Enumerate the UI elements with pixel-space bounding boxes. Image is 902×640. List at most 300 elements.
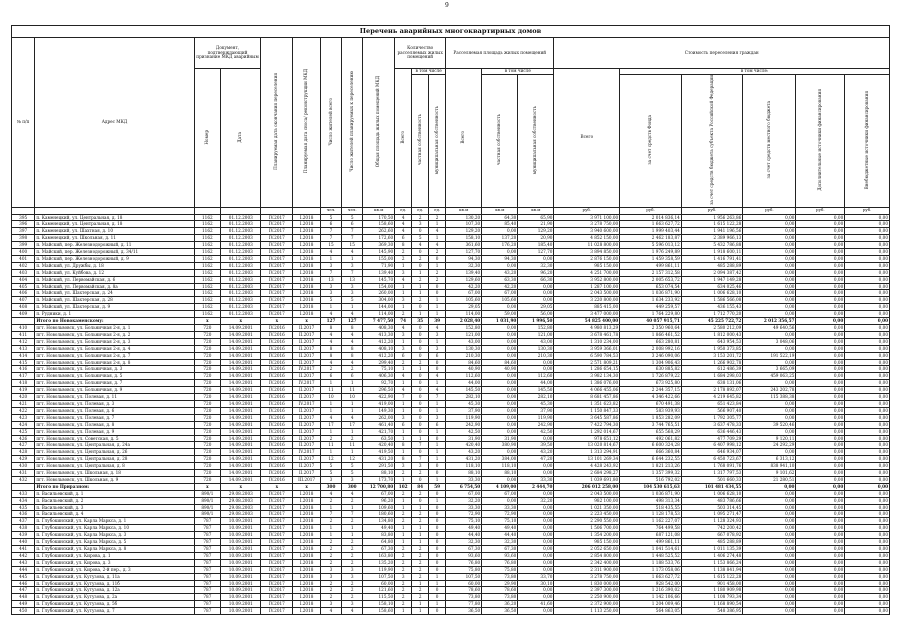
table-cell: 36,20 bbox=[482, 601, 518, 608]
table-cell: 94,30 bbox=[482, 255, 518, 262]
table-cell: I.2018 bbox=[293, 255, 321, 262]
table-row bbox=[12, 518, 890, 525]
table-cell: 0,00 bbox=[845, 421, 890, 428]
table-cell: 262,60 bbox=[363, 228, 395, 235]
table-cell: п. Глубокинский, ул. Кутузова, д. 11а bbox=[35, 573, 194, 580]
table-cell: 0,00 bbox=[482, 394, 518, 401]
table-row bbox=[12, 255, 890, 262]
table-cell: 6 bbox=[342, 373, 363, 380]
table-cell: 0,00 bbox=[796, 331, 845, 338]
table-cell: 720 bbox=[194, 331, 221, 338]
col-num: № п/п bbox=[12, 38, 35, 208]
table-cell: IV.2016 bbox=[261, 331, 293, 338]
table-cell: 129,20 bbox=[446, 228, 482, 235]
table-cell: 0 bbox=[412, 338, 429, 345]
table-cell: 102 bbox=[395, 483, 412, 490]
unit: кв.м bbox=[446, 207, 482, 214]
table-cell: 10.09.2001 bbox=[221, 525, 261, 532]
table-cell: 17 bbox=[342, 421, 363, 428]
table-cell: 404 bbox=[12, 276, 35, 283]
table-cell: 8 bbox=[342, 325, 363, 332]
table-cell: IV.2017 bbox=[261, 518, 293, 525]
table-cell: 33,30 bbox=[482, 504, 518, 511]
table-cell: 448 bbox=[12, 594, 35, 601]
table-cell: 152,80 bbox=[518, 325, 554, 332]
table-row bbox=[12, 601, 890, 608]
table-cell: 1162 bbox=[194, 228, 221, 235]
table-cell: 2 043 500,00 bbox=[554, 290, 620, 297]
table-cell: 130,30 bbox=[446, 345, 482, 352]
table-cell: 4 251 700,00 bbox=[554, 269, 620, 276]
table-cell: 42,50 bbox=[446, 428, 482, 435]
table-cell: 49,40 bbox=[482, 525, 518, 532]
table-row bbox=[12, 456, 890, 463]
table-cell: 2 bbox=[342, 559, 363, 566]
table-cell: 37,90 bbox=[446, 407, 482, 414]
table-cell: 3 bbox=[395, 269, 412, 276]
table-cell: I.2018 bbox=[293, 214, 321, 221]
table-cell: 3 bbox=[342, 476, 363, 483]
table-cell: 1 317 797,53 bbox=[681, 470, 743, 477]
table-cell: 0,00 bbox=[845, 428, 890, 435]
table-cell: 35 bbox=[412, 318, 429, 325]
table-cell: 15 bbox=[342, 242, 363, 249]
table-cell: п. Глубокинский, ул. Кутузова, д. 7 bbox=[35, 608, 194, 615]
table-cell: 435 bbox=[12, 504, 35, 511]
table-cell: 0 bbox=[412, 421, 429, 428]
table-cell: 84,60 bbox=[482, 359, 518, 366]
table-cell: 0,00 bbox=[518, 290, 554, 297]
table-cell: 1 bbox=[412, 580, 429, 587]
table-cell: 1 310 234,00 bbox=[554, 338, 620, 345]
table-cell: 444 bbox=[12, 566, 35, 573]
table-cell: 4 bbox=[395, 387, 412, 394]
table-cell: 3 952 800,00 bbox=[554, 276, 620, 283]
table-row bbox=[12, 594, 890, 601]
table-cell: IV.2016 bbox=[261, 414, 293, 421]
table-row bbox=[12, 435, 890, 442]
table-cell: п. Глубокинский, ул. Карла Маркса, д. 5 bbox=[35, 539, 194, 546]
table-cell: 890/1 bbox=[194, 490, 221, 497]
table-cell: 901 458,00 bbox=[681, 580, 743, 587]
table-cell: 0,00 bbox=[845, 414, 890, 421]
table-cell: 0,00 bbox=[743, 490, 796, 497]
table-cell: 139,40 bbox=[446, 269, 482, 276]
table-cell: пгт. Новольвовск, ул. Полевая, д. 6 bbox=[35, 407, 194, 414]
table-cell: 3 940 600,00 bbox=[554, 228, 620, 235]
table-cell: 3 bbox=[342, 601, 363, 608]
table-row bbox=[12, 511, 890, 518]
table-cell: 3 bbox=[320, 290, 341, 297]
table-cell: 1 bbox=[320, 407, 341, 414]
table-cell: 107,50 bbox=[446, 573, 482, 580]
table-cell: 0,00 bbox=[796, 490, 845, 497]
table-cell: 154,00 bbox=[363, 283, 395, 290]
table-cell: 63,50 bbox=[363, 435, 395, 442]
table-cell: 407 bbox=[12, 297, 35, 304]
table-cell: IV.2017 bbox=[261, 228, 293, 235]
table-cell: 5 bbox=[412, 235, 429, 242]
table-row bbox=[12, 566, 890, 573]
table-cell: 720 bbox=[194, 325, 221, 332]
table-cell: 1162 bbox=[194, 255, 221, 262]
table-cell: 3 bbox=[320, 566, 341, 573]
table-cell: 0,00 bbox=[796, 552, 845, 559]
table-cell: 45 225 722,72 bbox=[681, 318, 743, 325]
table-cell: 0,00 bbox=[796, 559, 845, 566]
table-cell: 11 bbox=[342, 442, 363, 449]
table-row bbox=[12, 421, 890, 428]
table-cell: 4 bbox=[429, 325, 446, 332]
table-cell: 0,00 bbox=[845, 511, 890, 518]
table-cell: IV.2017 bbox=[261, 249, 293, 256]
table-cell: 8 bbox=[320, 352, 341, 359]
table-cell: 787 bbox=[194, 546, 221, 553]
table-cell: 416 bbox=[12, 366, 35, 373]
table-cell: 119,90 bbox=[518, 414, 554, 421]
table-cell: 4 bbox=[320, 338, 341, 345]
table-cell: 638 131,06 bbox=[681, 380, 743, 387]
table-cell: 516 792,02 bbox=[620, 476, 682, 483]
table-cell: 1 bbox=[395, 525, 412, 532]
table-cell: 29.08.2003 bbox=[221, 490, 261, 497]
table-cell: 56,00 bbox=[518, 311, 554, 318]
table-cell: 978 651,12 bbox=[554, 435, 620, 442]
table-cell: 0,00 bbox=[845, 318, 890, 325]
table-cell: 405 bbox=[12, 283, 35, 290]
table-cell: пгт. Новольвовск, ул. Школьная, д. 18 bbox=[35, 470, 194, 477]
table-cell: 0,00 bbox=[845, 400, 890, 407]
table-cell: 0,00 bbox=[845, 373, 890, 380]
table-cell: 1 138 841,94 bbox=[681, 566, 743, 573]
table-cell: 59,00 bbox=[482, 311, 518, 318]
table-cell: 6 bbox=[429, 352, 446, 359]
unit: кв.м bbox=[363, 207, 395, 214]
table-cell: 191 522,19 bbox=[743, 352, 796, 359]
table-cell: I.2018 bbox=[293, 559, 321, 566]
table-cell: 2 005 653,72 bbox=[620, 276, 682, 283]
table-cell: 673 925,80 bbox=[620, 380, 682, 387]
table-cell: 0,00 bbox=[845, 297, 890, 304]
table-cell: п. Майский, ул. Первомайская, д. 6 bbox=[35, 276, 194, 283]
table-cell: 0 bbox=[412, 449, 429, 456]
table-row bbox=[12, 331, 890, 338]
table-cell: 1 506 700,00 bbox=[554, 525, 620, 532]
table-row bbox=[12, 525, 890, 532]
table-cell: 1162 bbox=[194, 242, 221, 249]
table-cell: 4 bbox=[429, 242, 446, 249]
table-cell: 418 bbox=[12, 380, 35, 387]
table-cell: 137,20 bbox=[482, 235, 518, 242]
table-cell: 4 bbox=[395, 221, 412, 228]
table-cell: 121,60 bbox=[363, 587, 395, 594]
table-cell: 2 bbox=[342, 594, 363, 601]
table-cell: 10.09.2001 bbox=[221, 594, 261, 601]
table-cell: 422 bbox=[12, 407, 35, 414]
table-cell: 499 861,11 bbox=[620, 262, 682, 269]
table-row bbox=[12, 504, 890, 511]
table-cell: 7 bbox=[342, 269, 363, 276]
table-cell: 787 bbox=[194, 532, 221, 539]
table-cell: 0,00 bbox=[796, 483, 845, 490]
table-cell: I.2018 bbox=[293, 546, 321, 553]
table-cell: 1 830 000,00 bbox=[554, 580, 620, 587]
table-cell: 2 350 960,64 bbox=[620, 325, 682, 332]
table-cell: 2 bbox=[395, 470, 412, 477]
table-cell: 6 407 998,12 bbox=[681, 442, 743, 449]
table-row bbox=[12, 490, 890, 497]
table-cell: 1 853 282,09 bbox=[620, 414, 682, 421]
table-cell: 4 bbox=[320, 359, 341, 366]
table-cell: 2 bbox=[342, 497, 363, 504]
col-rooms-total: Всего bbox=[395, 69, 412, 208]
table-cell: 01.12.2003 bbox=[221, 304, 261, 311]
col-area-municipal: муниципальная собственность bbox=[518, 74, 554, 207]
table-cell: 4 bbox=[429, 228, 446, 235]
table-cell: 2 bbox=[412, 573, 429, 580]
table-cell: 415 bbox=[12, 359, 35, 366]
table-cell: 75,10 bbox=[482, 518, 518, 525]
table-cell: IV.2016 bbox=[261, 345, 293, 352]
table-cell: 7 477,50 bbox=[363, 318, 395, 325]
table-cell: 114,00 bbox=[363, 311, 395, 318]
table-cell: п. Каменецкий, ул. Центральная, д. 18 bbox=[35, 221, 194, 228]
table-cell: 431 bbox=[12, 470, 35, 477]
table-cell: 2 bbox=[412, 511, 429, 518]
table-cell: 1 162 227,07 bbox=[620, 518, 682, 525]
table-cell: 0,00 bbox=[845, 255, 890, 262]
table-cell: 2 bbox=[395, 587, 412, 594]
table-cell: пгт. Новольвовск, ул. Больничная 2-я, д. 4 bbox=[35, 345, 194, 352]
col-cost-incl: в том числе: bbox=[620, 69, 890, 75]
table-cell: 0,00 bbox=[743, 249, 796, 256]
table-cell: IV.2017 bbox=[261, 297, 293, 304]
table-cell: 409 bbox=[12, 311, 35, 318]
table-cell: 1 950 373,85 bbox=[681, 345, 743, 352]
table-cell: 1 188 533,76 bbox=[620, 559, 682, 566]
table-cell: 01.12.2003 bbox=[221, 297, 261, 304]
table-cell: 0,00 bbox=[518, 490, 554, 497]
table-cell: IV.2017 bbox=[293, 380, 321, 387]
table-cell: 2 bbox=[412, 587, 429, 594]
table-cell: 1 bbox=[342, 532, 363, 539]
table-cell: 1 142 106,66 bbox=[620, 594, 682, 601]
table-cell: 118,10 bbox=[482, 463, 518, 470]
table-cell: 1162 bbox=[194, 283, 221, 290]
table-cell: 423 bbox=[12, 414, 35, 421]
table-cell: 0,00 bbox=[796, 290, 845, 297]
table-cell: 0,00 bbox=[796, 221, 845, 228]
table-cell: 0,00 bbox=[845, 504, 890, 511]
table-cell: 890/1 bbox=[194, 497, 221, 504]
table-cell: 3 bbox=[342, 290, 363, 297]
table-cell: 0,00 bbox=[796, 414, 845, 421]
table-cell: 0,00 bbox=[518, 511, 554, 518]
table-cell: 422,90 bbox=[363, 394, 395, 401]
table-cell: 720 bbox=[194, 359, 221, 366]
table-cell: 84,60 bbox=[446, 359, 482, 366]
table-cell: 206 012 258,00 bbox=[554, 483, 620, 490]
table-cell: 3 665,09 bbox=[743, 366, 796, 373]
table-cell: 419 bbox=[12, 387, 35, 394]
table-cell: 75,80 bbox=[482, 566, 518, 573]
table-cell: 380,90 bbox=[482, 442, 518, 449]
table-cell: 0,00 bbox=[743, 587, 796, 594]
table-cell: I.2018 bbox=[293, 511, 321, 518]
table-cell: 0,00 bbox=[845, 331, 890, 338]
table-cell: 14.09.2001 bbox=[221, 394, 261, 401]
table-cell: 7 bbox=[342, 228, 363, 235]
table-cell: 2 bbox=[412, 297, 429, 304]
table-cell: 1162 bbox=[194, 262, 221, 269]
table-cell: I.2018 bbox=[293, 228, 321, 235]
table-cell: 1 354 200,00 bbox=[554, 532, 620, 539]
table-cell: 2 178 892,07 bbox=[681, 387, 743, 394]
table-cell: 135,20 bbox=[363, 559, 395, 566]
table-cell: 0,00 bbox=[796, 325, 845, 332]
table-cell: 3 bbox=[412, 221, 429, 228]
table-cell: I.2018 bbox=[293, 539, 321, 546]
table-cell: 10.09.2001 bbox=[221, 573, 261, 580]
table-row bbox=[12, 373, 890, 380]
table-cell: 0,00 bbox=[518, 518, 554, 525]
table-cell: п. Майский, ул. Шахтерская, д. 9 bbox=[35, 304, 194, 311]
table-cell: пгт. Новольвовск, ул. Советская, д. 5 bbox=[35, 435, 194, 442]
table-cell: 787 bbox=[194, 559, 221, 566]
table-cell: 403 bbox=[12, 269, 35, 276]
table-cell: 96,20 bbox=[518, 269, 554, 276]
table-cell: 720 bbox=[194, 338, 221, 345]
table-cell: 0,00 bbox=[845, 442, 890, 449]
table-cell: 01.12.2003 bbox=[221, 262, 261, 269]
table-cell: 2 094 387,42 bbox=[681, 269, 743, 276]
table-row bbox=[12, 387, 890, 394]
table-cell: 3 bbox=[395, 414, 412, 421]
table-cell: 4 bbox=[412, 242, 429, 249]
table-cell: 1 bbox=[342, 380, 363, 387]
table-cell: 10.09.2001 bbox=[221, 546, 261, 553]
table-cell: 8 bbox=[320, 325, 341, 332]
table-cell: 406 bbox=[12, 290, 35, 297]
table-row bbox=[12, 228, 890, 235]
table-cell: 7 bbox=[412, 456, 429, 463]
table-cell: IV.2016 bbox=[261, 456, 293, 463]
table-cell: 0,00 bbox=[796, 228, 845, 235]
table-cell: 1 bbox=[429, 338, 446, 345]
table-cell: 299,40 bbox=[363, 359, 395, 366]
table-cell: 398 bbox=[12, 235, 35, 242]
table-cell: 402 bbox=[12, 262, 35, 269]
table-cell: 1 095 271,47 bbox=[681, 511, 743, 518]
table-cell: 720 bbox=[194, 373, 221, 380]
table-cell: 0,00 bbox=[743, 525, 796, 532]
table-cell: 67,00 bbox=[446, 290, 482, 297]
table-cell: 1 bbox=[395, 504, 412, 511]
table-cell: пгт. Новольвовск, ул. Полевая, д. 9 bbox=[35, 428, 194, 435]
col-planned-relocation: Планируемая дата окончания переселения bbox=[261, 38, 293, 208]
table-cell: 0 bbox=[412, 428, 429, 435]
table-cell: 384,00 bbox=[482, 456, 518, 463]
table-cell: 29,05 bbox=[518, 304, 554, 311]
table-cell: 130,30 bbox=[518, 345, 554, 352]
table-cell: 5 bbox=[342, 463, 363, 470]
table-cell: 1 bbox=[412, 504, 429, 511]
table-cell: IV.2016 bbox=[261, 449, 293, 456]
table-cell: 139,40 bbox=[363, 269, 395, 276]
table-cell: 787 bbox=[194, 580, 221, 587]
table-cell: 0,00 bbox=[845, 608, 890, 615]
table-cell: 0,00 bbox=[518, 532, 554, 539]
table-cell: 1 351 623,82 bbox=[554, 400, 620, 407]
table-cell: 1 bbox=[395, 476, 412, 483]
table-cell: 612 486,39 bbox=[681, 366, 743, 373]
table-cell: 2 bbox=[320, 497, 341, 504]
table-cell: 75,80 bbox=[446, 566, 482, 573]
table-cell: 1 bbox=[320, 255, 341, 262]
table-cell: 0 bbox=[429, 539, 446, 546]
table-cell: 583 939,93 bbox=[620, 407, 682, 414]
table-cell: п. Васильевский, д. 3 bbox=[35, 504, 194, 511]
table-cell: IV.2016 bbox=[261, 476, 293, 483]
table-cell: 4 428 243,92 bbox=[554, 463, 620, 470]
table-cell: 0,00 bbox=[482, 325, 518, 332]
table-cell: пгт. Новольвовск, ул. Больничная, д. 3 bbox=[35, 366, 194, 373]
table-cell: IV.2016 bbox=[261, 380, 293, 387]
table-cell: 1 bbox=[412, 539, 429, 546]
table-cell: 3 bbox=[342, 262, 363, 269]
table-cell: 0,00 bbox=[482, 304, 518, 311]
table-cell: 687 121,08 bbox=[620, 532, 682, 539]
table-cell: 419,50 bbox=[363, 449, 395, 456]
table-cell: 1 168 890,54 bbox=[681, 601, 743, 608]
unit: руб. bbox=[681, 207, 743, 214]
table-cell: 1 bbox=[412, 608, 429, 615]
table-cell: 0,00 bbox=[482, 400, 518, 407]
table-cell: 1 821 213,26 bbox=[620, 463, 682, 470]
table-cell: 45,30 bbox=[446, 400, 482, 407]
table-cell: 985 150,00 bbox=[554, 262, 620, 269]
table-cell: 1 204 009,46 bbox=[620, 601, 682, 608]
table-cell: 1162 bbox=[194, 297, 221, 304]
col-document: Документ, подтверждающий признание МКД аварийным bbox=[194, 38, 261, 69]
table-cell: пгт. Новольвовск, ул. Школьная, д. 9 bbox=[35, 476, 194, 483]
table-cell: 4 bbox=[395, 373, 412, 380]
table-cell: 630 885,82 bbox=[620, 366, 682, 373]
table-cell: 1 031,90 bbox=[482, 318, 518, 325]
table-cell: 11 bbox=[320, 442, 341, 449]
table-cell: 2 bbox=[320, 559, 341, 566]
table-cell: 67,00 bbox=[482, 490, 518, 497]
table-cell: 0,00 bbox=[796, 532, 845, 539]
table-cell bbox=[12, 483, 35, 490]
table-cell: IV.2016 bbox=[261, 366, 293, 373]
table-cell: 0,00 bbox=[743, 428, 796, 435]
table-cell: 1 615 122,28 bbox=[681, 573, 743, 580]
table-cell: 44,00 bbox=[446, 380, 482, 387]
table-cell: IV.2017 bbox=[261, 532, 293, 539]
table-cell: 0 bbox=[429, 511, 446, 518]
table-cell: п. Васильевский, д. 1 bbox=[35, 490, 194, 497]
table-cell: 300 bbox=[342, 483, 363, 490]
table-cell: 2 bbox=[342, 539, 363, 546]
table-cell: 0,00 bbox=[845, 463, 890, 470]
table-cell: п. Глубокинский, ул. Кутузова, д. 5б bbox=[35, 601, 194, 608]
col-area-incl: в том числе bbox=[482, 69, 554, 75]
table-cell: 6 313,12 bbox=[743, 456, 796, 463]
col-doc-date: Дата bbox=[221, 69, 261, 208]
table-cell: 129,20 bbox=[518, 228, 554, 235]
table-cell: 720 bbox=[194, 352, 221, 359]
